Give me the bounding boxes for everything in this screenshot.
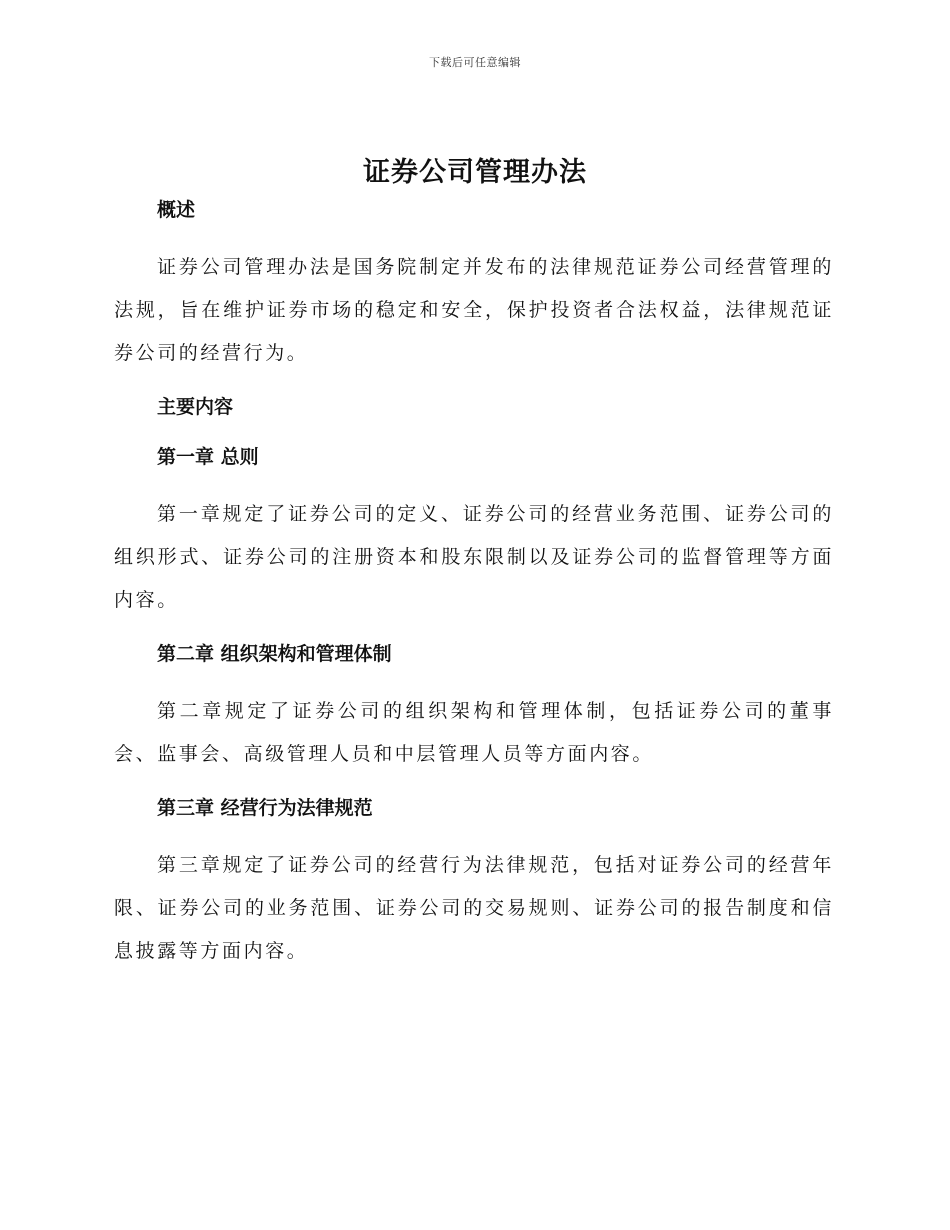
section-paragraph-chapter-1: 第一章规定了证券公司的定义、证券公司的经营业务范围、证券公司的组织形式、证券公司的注册资本和股东限制以及证券公司的监督管理等方面内容。 <box>114 503 834 611</box>
section-heading-overview: 概述 <box>157 199 196 221</box>
section-heading-main-content: 主要内容 <box>157 396 234 418</box>
section-heading-chapter-3: 第三章 经营行为法律规范 <box>157 797 373 819</box>
section-heading-chapter-1: 第一章 总则 <box>157 446 259 468</box>
document-title: 证券公司管理办法 <box>363 157 587 188</box>
section-heading-chapter-2: 第二章 组织架构和管理体制 <box>157 643 392 665</box>
document-body <box>114 196 834 973</box>
section-paragraph-overview: 证券公司管理办法是国务院制定并发布的法律规范证券公司经营管理的法规，旨在维护证券市场的稳定和安全，保护投资者合法权益，法律规范证券公司的经营行为。 <box>114 256 834 364</box>
section-paragraph-chapter-2: 第二章规定了证券公司的组织架构和管理体制，包括证券公司的董事会、监事会、高级管理人员和中层管理人员等方面内容。 <box>114 700 834 765</box>
section-paragraph-chapter-3: 第三章规定了证券公司的经营行为法律规范，包括对证券公司的经营年限、证券公司的业务范围、证券公司的交易规则、证券公司的报告制度和信息披露等方面内容。 <box>114 854 834 962</box>
page-header-note: 下载后可任意编辑 <box>429 56 521 69</box>
